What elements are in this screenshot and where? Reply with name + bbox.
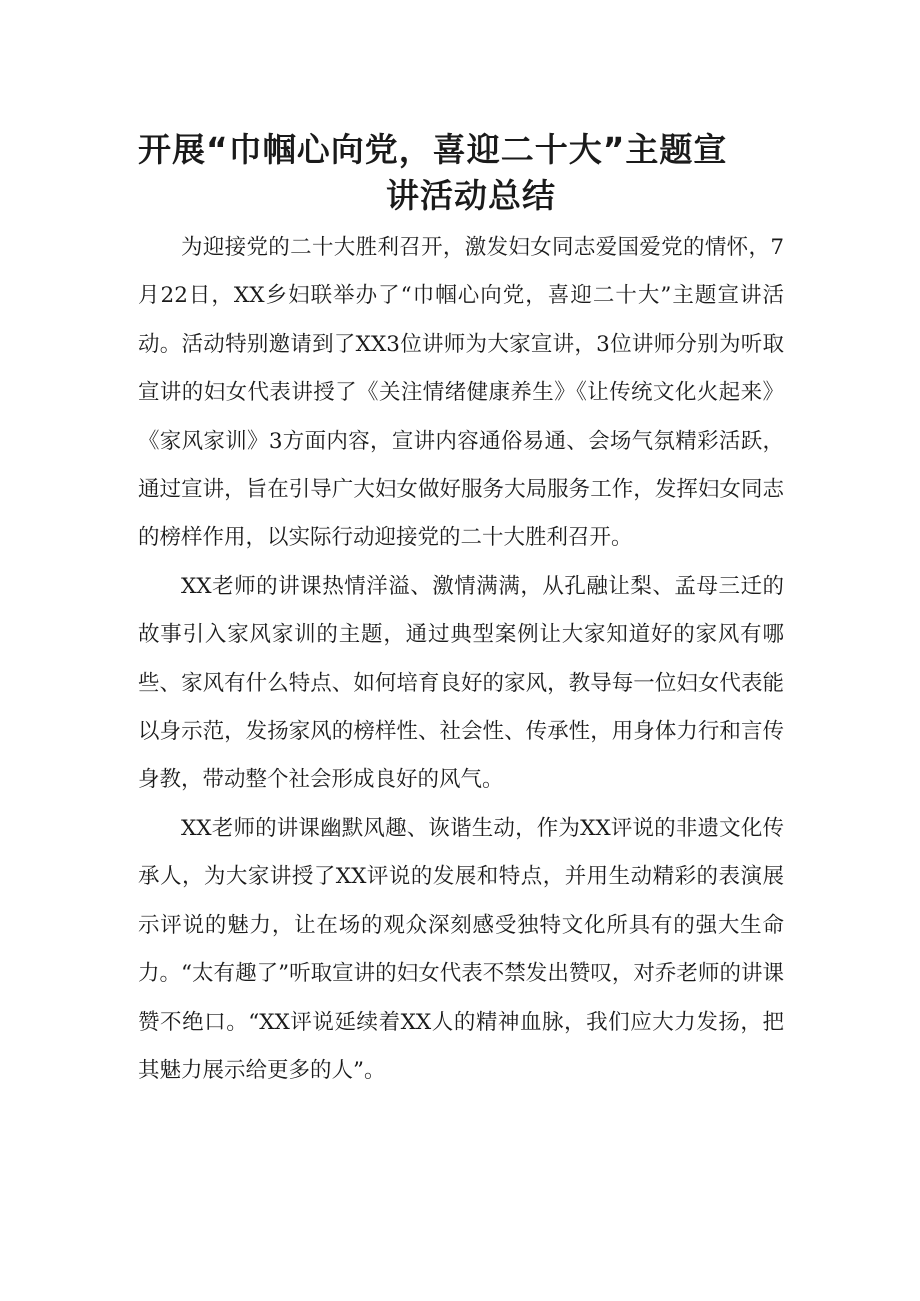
paragraph-1: 为迎接党的二十大胜利召开，激发妇女同志爱国爱党的情怀，7月22日，XX乡妇联举办了“巾帼心向党，喜迎二十大”主题宣讲活动。活动特别邀请到了XX3位讲师为大家宣讲，3位讲师分别为听取宣讲的妇女代表讲授了《关注情绪健康养生》《让传统文化火起来》《家风家训》3方面内容，宣讲内容通俗易通、会场气氛精彩活跃，通过宣讲，旨在引导广大妇女做好服务大局服务工作，发挥妇女同志的榜样作用，以实际行动迎接党的二十大胜利召开。 — [138, 235, 784, 551]
document-title-line-1: 开展“巾帼心向党，喜迎二十大”主题宣 — [138, 130, 728, 169]
paragraph-3: XX老师的讲课幽默风趣、诙谐生动，作为XX评说的非遗文化传承人，为大家讲授了XX评说的发展和特点，并用生动精彩的表演展示评说的魅力，让在场的观众深刻感受独特文化所具有的强大生命力。“太有趣了”听取宣讲的妇女代表不禁发出赞叹，对乔老师的讲课赞不绝口。“XX评说延续着XX人的精神血脉，我们应大力发扬，把其魅力展示给更多的人”。 — [138, 815, 784, 1083]
paragraph-2: XX老师的讲课热情洋溢、激情满满，从孔融让梨、孟母三迁的故事引入家风家训的主题，通过典型案例让大家知道好的家风有哪些、家风有什么特点、如何培育良好的家风，教导每一位妇女代表能以身示范，发扬家风的榜样性、社会性、传承性，用身体力行和言传身教，带动整个社会形成良好的风气。 — [138, 573, 784, 793]
document-title-line-2: 讲活动总结 — [386, 176, 556, 215]
document-body — [138, 224, 784, 1095]
